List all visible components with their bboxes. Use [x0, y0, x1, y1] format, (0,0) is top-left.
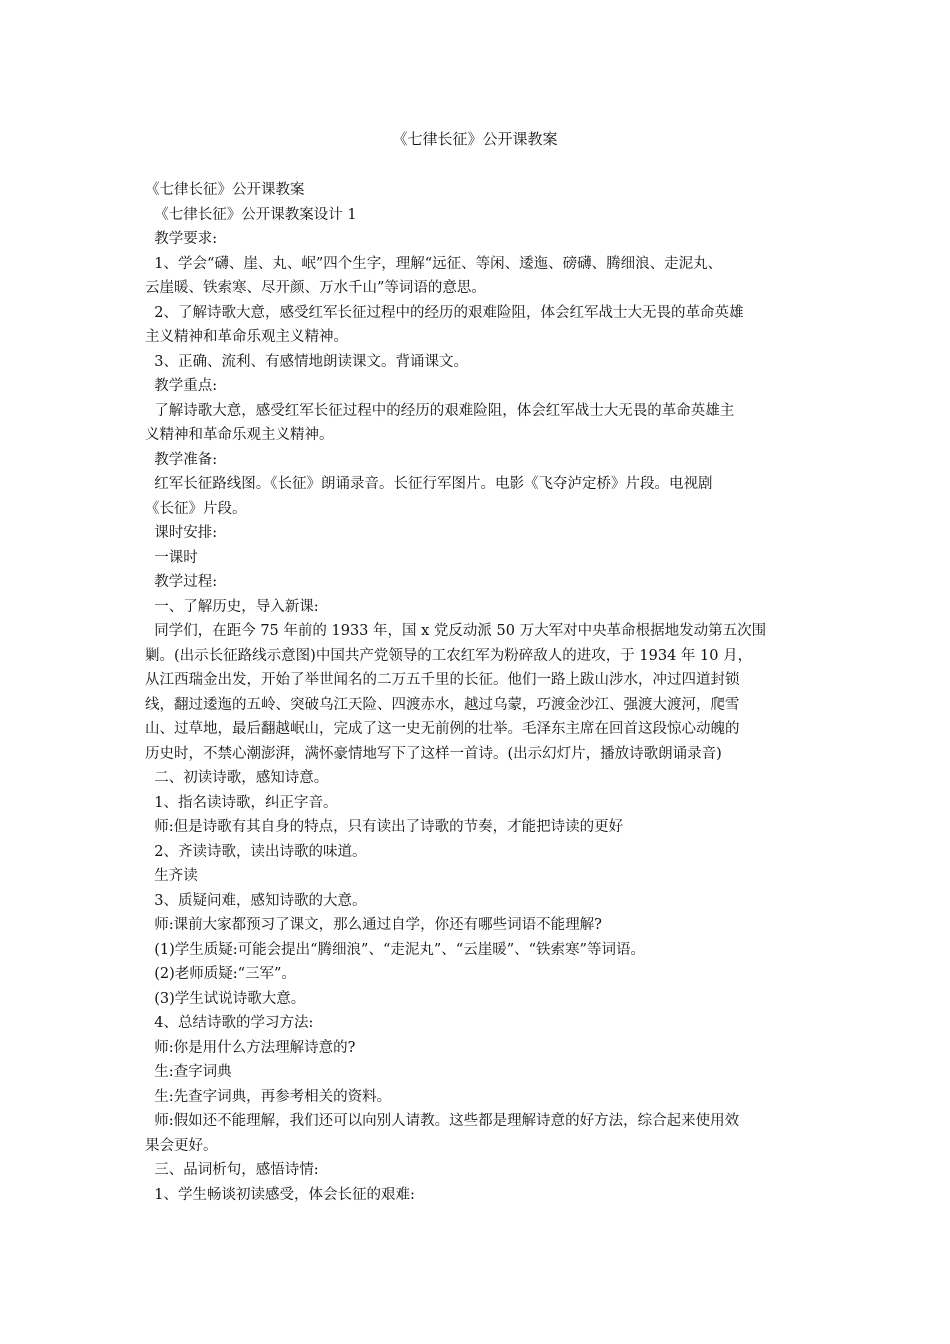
document-title: 《七律长征》公开课教案 — [392, 130, 558, 148]
text-line: 生:先查字词典，再参考相关的资料。 — [145, 1088, 392, 1105]
text-line: 《七律长征》公开课教案设计 1 — [145, 206, 357, 223]
text-line: (2)老师质疑:“三军”。 — [145, 966, 296, 982]
text-line: 师:假如还不能理解，我们还可以向别人请教。这些都是理解诗意的好方法，综合起来使用效 — [145, 1113, 740, 1129]
text-line: 教学准备: — [145, 451, 218, 468]
text-line: 师:但是诗歌有其自身的特点，只有读出了诗歌的节奏，才能把诗读的更好 — [145, 819, 624, 835]
text-line: 《七律长征》公开课教案 — [145, 182, 305, 198]
document-body — [145, 178, 810, 1207]
text-line: 一、了解历史，导入新课: — [145, 598, 319, 615]
text-line: 教学重点: — [145, 378, 218, 394]
text-line: 三、品词析句，感悟诗情: — [145, 1162, 319, 1178]
text-line: 师:你是用什么方法理解诗意的? — [145, 1039, 356, 1056]
text-line: 果会更好。 — [145, 1137, 218, 1154]
text-line: 课时安排: — [145, 525, 218, 541]
text-line: 二、初读诗歌，感知诗意。 — [145, 770, 329, 786]
text-line: 1、学会“礴、崖、丸、岷”四个生字，理解“远征、等闲、逶迤、磅礴、腾细浪、走泥丸、 — [145, 255, 723, 272]
text-line: 4、总结诗歌的学习方法: — [145, 1015, 314, 1031]
text-line: 《长征》片段。 — [145, 500, 247, 517]
text-line: 历史时，不禁心潮澎湃，满怀豪情地写下了这样一首诗。(出示幻灯片，播放诗歌朗诵录音) — [145, 745, 722, 762]
text-line: 3、质疑问难，感知诗歌的大意。 — [145, 892, 367, 909]
text-line: 云崖暖、铁索寒、尽开颜、万水千山”等词语的意思。 — [145, 280, 486, 296]
text-line: 教学要求: — [145, 231, 218, 247]
text-line: 同学们，在距今 75 年前的 1933 年，国 x 党反动派 50 万大军对中央革命根据地发动第五次围 — [145, 623, 767, 639]
text-line: 2、齐读诗歌，读出诗歌的味道。 — [145, 843, 367, 860]
text-line: 生齐读 — [145, 868, 198, 884]
text-line: 师:课前大家都预习了课文，那么通过自学，你还有哪些词语不能理解? — [145, 917, 602, 933]
text-line: (1)学生质疑:可能会提出“腾细浪”、“走泥丸”、“云崖暖”、“铁索寒”等词语。 — [145, 941, 645, 958]
text-line: (3)学生试说诗歌大意。 — [145, 990, 306, 1007]
text-line: 生:查字词典 — [145, 1064, 232, 1080]
text-line: 1、学生畅谈初读感受，体会长征的艰难: — [145, 1186, 415, 1203]
text-line: 一课时 — [145, 549, 198, 566]
text-line: 教学过程: — [145, 574, 218, 590]
text-line: 3、正确、流利、有感情地朗读课文。背诵课文。 — [145, 353, 468, 370]
text-line: 义精神和革命乐观主义精神。 — [145, 427, 334, 443]
text-line: 主义精神和革命乐观主义精神。 — [145, 329, 348, 345]
text-line: 剿。(出示长征路线示意图)中国共产党领导的工农红军为粉碎敌人的进攻，于 1934 年 10 月， — [145, 647, 753, 664]
text-line: 从江西瑞金出发，开始了举世闻名的二万五千里的长征。他们一路上跋山涉水，冲过四道封锁 — [145, 672, 740, 688]
text-line: 红军长征路线图。《长征》朗诵录音。长征行军图片。电影《飞夺泸定桥》片段。电视剧 — [145, 476, 713, 492]
text-line: 山、过草地，最后翻越岷山，完成了这一史无前例的壮举。毛泽东主席在回首这段惊心动魄的 — [145, 721, 740, 737]
text-line: 2、了解诗歌大意，感受红军长征过程中的经历的艰难险阻，体会红军战士大无畏的革命英雄 — [145, 304, 744, 321]
text-line: 1、指名读诗歌，纠正字音。 — [145, 794, 338, 811]
text-line: 了解诗歌大意，感受红军长征过程中的经历的艰难险阻，体会红军战士大无畏的革命英雄主 — [145, 402, 735, 419]
text-line: 线，翻过逶迤的五岭、突破乌江天险、四渡赤水，越过乌蒙，巧渡金沙江、强渡大渡河，爬雪 — [145, 696, 740, 713]
